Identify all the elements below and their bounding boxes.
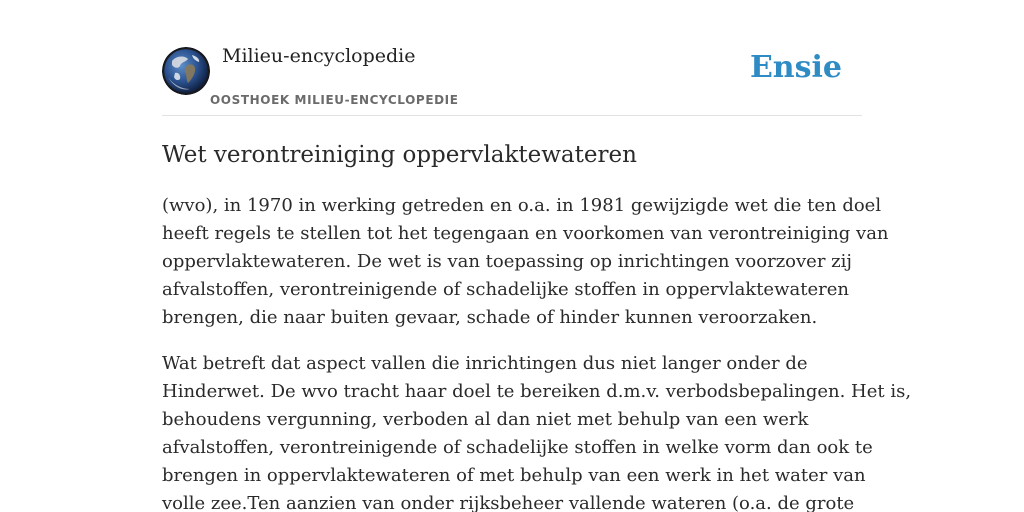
paragraph-line: heeft regels te stellen tot het tegengaan en voorkomen van verontreiniging van xyxy=(162,223,889,244)
site-subtitle: OOSTHOEK MILIEU-ENCYCLOPEDIE xyxy=(210,93,459,107)
paragraph-line: Wat betreft dat aspect vallen die inrichtingen dus niet langer onder de xyxy=(162,353,808,374)
article-title: Wet verontreiniging oppervlaktewateren xyxy=(162,142,637,168)
article-paragraph xyxy=(162,192,889,332)
paragraph-line: oppervlaktewateren. De wet is van toepassing op inrichtingen voorzover zij xyxy=(162,251,852,272)
article xyxy=(162,138,912,512)
site-title[interactable]: Milieu-encyclopedie xyxy=(222,45,416,67)
paragraph-line: Hinderwet. De wvo tracht haar doel te bereiken d.m.v. verbodsbepalingen. Het is, xyxy=(162,381,912,402)
earth-globe-icon[interactable] xyxy=(162,47,210,95)
paragraph-line: brengen in oppervlaktewateren of met behulp van een werk in het water van xyxy=(162,465,866,486)
paragraph-line: (wvo), in 1970 in werking getreden en o.a. in 1981 gewijzigde wet die ten doel xyxy=(162,195,882,216)
article-paragraph xyxy=(162,350,912,512)
paragraph-line: behoudens vergunning, verboden al dan niet met behulp van een werk xyxy=(162,409,809,430)
paragraph-line: brengen, die naar buiten gevaar, schade of hinder kunnen veroorzaken. xyxy=(162,307,818,328)
site-header xyxy=(162,0,862,116)
ensie-logo-link[interactable]: Ensie xyxy=(749,50,842,85)
paragraph-line: afvalstoffen, verontreinigende of schadelijke stoffen in welke vorm dan ook te xyxy=(162,437,873,458)
paragraph-line: afvalstoffen, verontreinigende of schadelijke stoffen in oppervlaktewateren xyxy=(162,279,849,300)
paragraph-line: volle zee.Ten aanzien van onder rijksbeheer vallende wateren (o.a. de grote xyxy=(162,493,855,512)
